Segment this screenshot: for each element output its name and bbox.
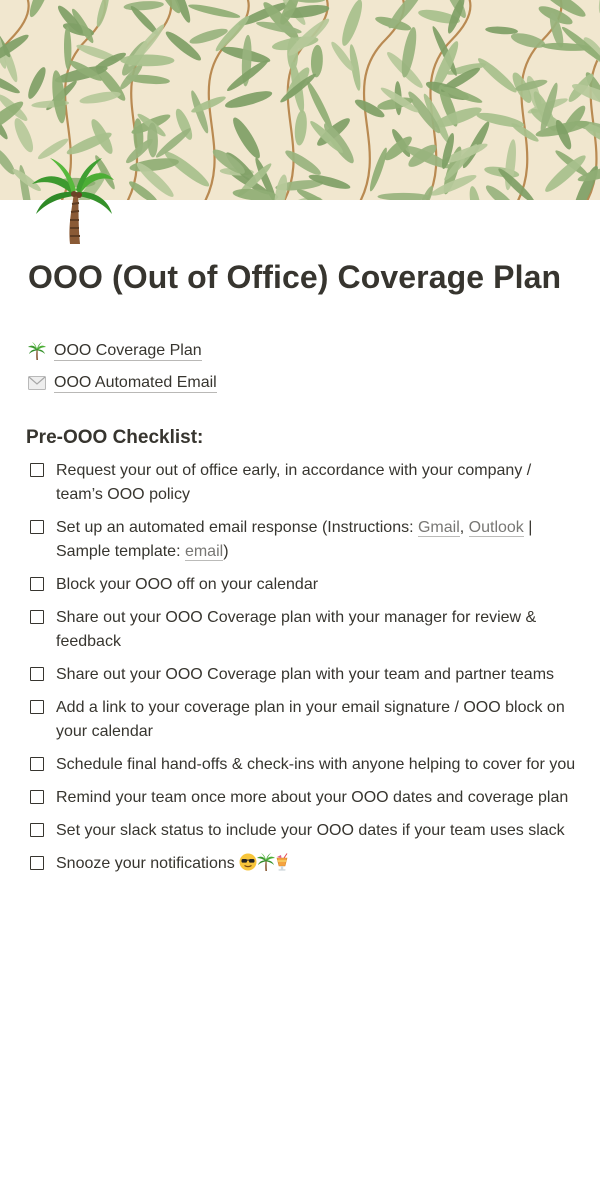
todo-item [26,572,576,597]
todo-item [26,605,576,654]
checklist [26,458,576,887]
todo-checkbox[interactable] [30,463,44,477]
todo-checkbox[interactable] [30,700,44,714]
todo-text: Block your OOO off on your calendar [56,576,319,593]
todo-checkbox[interactable] [30,823,44,837]
todo-text-part: ) [223,543,229,560]
envelope-icon [26,372,48,394]
todo-item [26,515,576,564]
email-template-link[interactable]: email [184,543,224,560]
todo-item [26,851,576,879]
todo-checkbox[interactable] [30,520,44,534]
link-row-automated-email[interactable] [26,369,217,397]
todo-text-part: | Sample template: [56,519,533,560]
todo-item [26,752,576,777]
todo-item [26,695,576,744]
link-row-coverage-plan[interactable] [26,337,202,365]
todo-text [56,516,576,564]
todo-checkbox[interactable] [30,757,44,771]
palm-tree-icon [26,340,48,362]
todo-checkbox[interactable] [30,610,44,624]
tropical-drink-icon [275,853,289,879]
palm-tree-icon [257,853,275,879]
todo-text-part: Snooze your notifications [56,855,235,872]
sunglasses-icon [239,853,257,879]
todo-text: Remind your team once more about your OOO dates and coverage plan [56,789,569,806]
todo-checkbox[interactable] [30,856,44,870]
todo-text: Request your out of office early, in accordance with your company / team’s OOO policy [56,462,532,503]
todo-item [26,458,576,507]
palm-tree-icon[interactable] [28,154,114,246]
checklist-heading: Pre-OOO Checklist: [26,427,204,448]
todo-item [26,662,576,687]
link-ooo-coverage-plan[interactable]: OOO Coverage Plan [54,342,202,359]
todo-checkbox[interactable] [30,577,44,591]
link-ooo-automated-email[interactable]: OOO Automated Email [54,374,217,391]
todo-item [26,818,576,843]
page-title: OOO (Out of Office) Coverage Plan [28,259,562,295]
gmail-link[interactable]: Gmail [417,519,460,536]
todo-text: Schedule final hand-offs & check-ins with anyone helping to cover for you [56,756,576,773]
todo-text-separator: , [459,519,469,536]
todo-text: Set your slack status to include your OOO dates if your team uses slack [56,822,565,839]
todo-text: Add a link to your coverage plan in your email signature / OOO block on your calendar [56,699,565,740]
todo-text [56,852,289,879]
todo-text: Share out your OOO Coverage plan with your manager for review & feedback [56,609,537,650]
todo-text: Share out your OOO Coverage plan with your team and partner teams [56,666,555,683]
outlook-link[interactable]: Outlook [468,519,524,536]
todo-item [26,785,576,810]
todo-checkbox[interactable] [30,790,44,804]
todo-text-part: Set up an automated email response (Instructions: [56,519,418,536]
todo-checkbox[interactable] [30,667,44,681]
